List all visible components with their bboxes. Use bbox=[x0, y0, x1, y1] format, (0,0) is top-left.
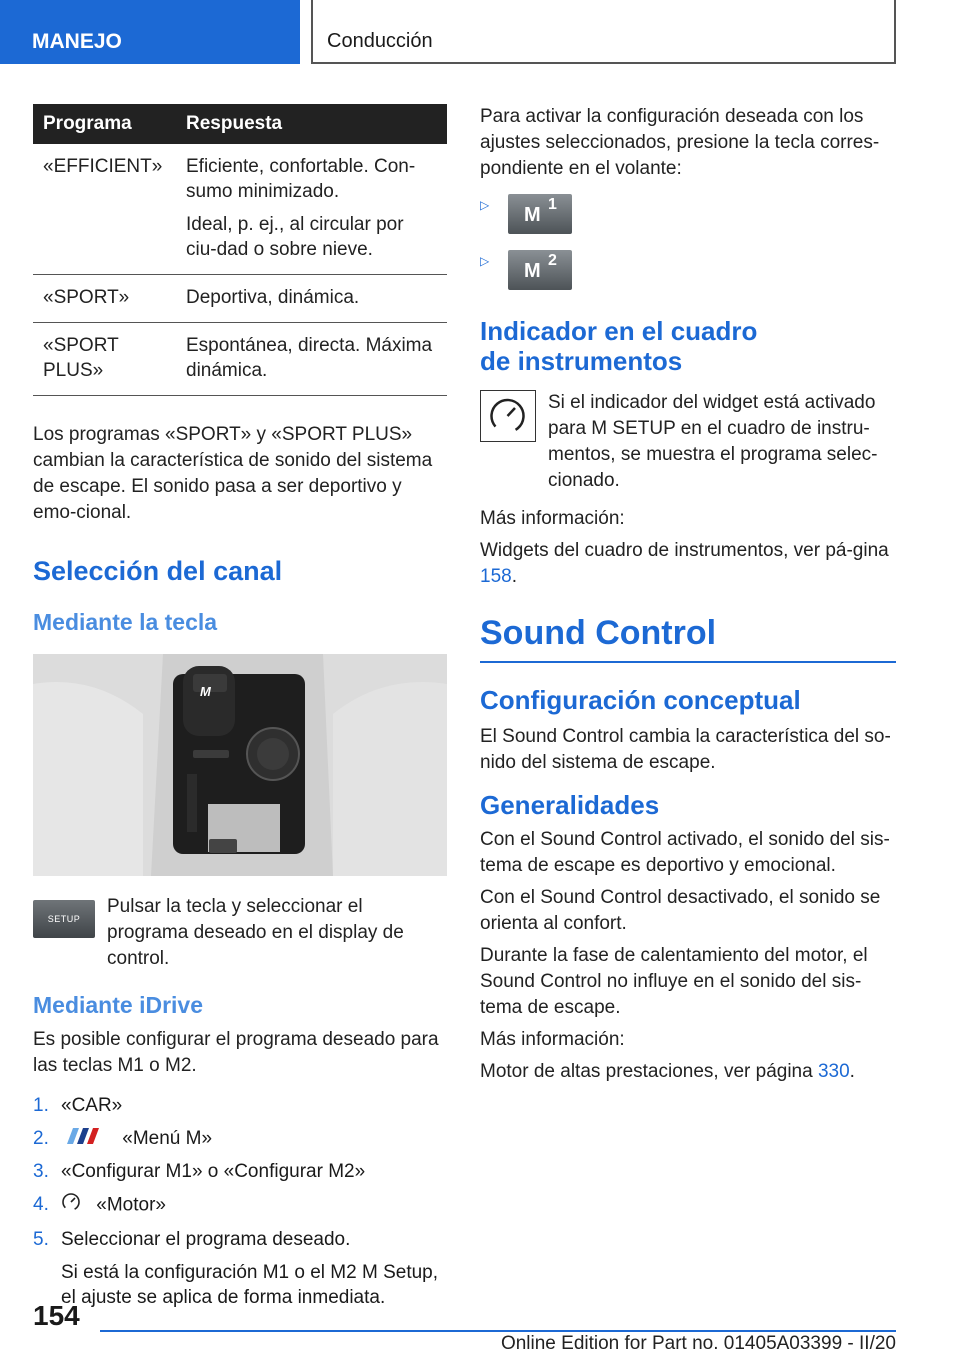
table-row bbox=[33, 275, 447, 323]
center-console-photo bbox=[33, 654, 447, 876]
activate-paragraph: Para activar la configuración deseada con los ajustes seleccionados, presione la tecla corres-pondiente en el volante: bbox=[480, 106, 880, 179]
response-cell bbox=[176, 323, 447, 396]
m1-key-icon bbox=[508, 194, 572, 234]
setup-text: Pulsar la tecla y seleccionar el programa deseado en el display de control. bbox=[107, 896, 404, 969]
bullet-icon: ▷ bbox=[480, 198, 490, 212]
widgets-reference: Widgets del cuadro de instrumentos, ver pá-gina 158. bbox=[480, 540, 889, 587]
program-cell: «SPORT PLUS» bbox=[33, 323, 176, 396]
widgets-reference-text: Widgets del cuadro de instrumentos, ver pá-gina bbox=[480, 540, 889, 561]
conceptual-paragraph: El Sound Control cambia la característica del so-nido del sistema de escape. bbox=[480, 726, 891, 773]
page-number: 154 bbox=[33, 1300, 80, 1331]
left-column bbox=[33, 104, 447, 1318]
heading-seleccion-canal: Selección del canal bbox=[33, 556, 283, 586]
table-header-row bbox=[33, 104, 447, 144]
setup-key-icon: SETUP bbox=[33, 900, 95, 938]
more-info-label: Más información: bbox=[480, 508, 625, 529]
heading-configuracion-conceptual: Configuración conceptual bbox=[480, 685, 801, 715]
heading-sound-control: Sound Control bbox=[480, 614, 896, 663]
gauge-icon bbox=[61, 1192, 81, 1219]
table-header-response: Respuesta bbox=[176, 104, 447, 144]
step-text: «Menú M» bbox=[122, 1128, 213, 1149]
response-text: Espontánea, directa. Máxima dinámica. bbox=[186, 335, 433, 381]
response-text: Eficiente, confortable. Con-sumo minimizado. bbox=[186, 156, 416, 202]
step-text: «Configurar M1» o «Configurar M2» bbox=[61, 1161, 366, 1183]
step-number: 2. bbox=[33, 1128, 49, 1149]
generalidades-paragraph-3: Durante la fase de calentamiento del motor, el Sound Control no influye en el sonido del sis-tema de escape. bbox=[480, 945, 868, 1018]
generalidades-paragraph-1: Con el Sound Control activado, el sonido del sis-tema de escape es deportivo y emocional. bbox=[480, 829, 890, 876]
program-cell: «SPORT» bbox=[33, 275, 176, 323]
step-text: «CAR» bbox=[61, 1095, 123, 1116]
response-cell bbox=[176, 144, 447, 275]
footer-divider bbox=[100, 1330, 896, 1332]
generalidades-paragraph-2: Con el Sound Control desactivado, el sonido se orienta al confort. bbox=[480, 887, 881, 934]
heading-mediante-tecla: Mediante la tecla bbox=[33, 609, 218, 635]
table-row bbox=[33, 144, 447, 275]
step-subtext: Si está la configuración M1 o el M2 M Setup, el ajuste se aplica de forma inmediata. bbox=[61, 1262, 439, 1309]
center-console-illustration bbox=[33, 654, 447, 876]
m-logo-mark: M bbox=[200, 684, 211, 699]
step-number: 3. bbox=[33, 1161, 49, 1183]
list-item bbox=[33, 1227, 447, 1310]
right-column bbox=[480, 104, 896, 1085]
idrive-paragraph: Es posible configurar el programa deseado para las teclas M1 o M2. bbox=[33, 1029, 439, 1076]
motor-reference: Motor de altas prestaciones, ver página 330. bbox=[480, 1061, 855, 1082]
m1-key-letter: M bbox=[524, 204, 541, 226]
widget-gauge-icon bbox=[480, 390, 536, 442]
program-cell: «EFFICIENT» bbox=[33, 144, 176, 275]
m2-key-icon bbox=[508, 250, 572, 290]
heading-generalidades: Generalidades bbox=[480, 790, 660, 820]
page-link-330[interactable]: 330 bbox=[817, 1061, 850, 1082]
indicador-block bbox=[480, 390, 896, 494]
idrive-steps bbox=[33, 1093, 447, 1310]
bullet-icon: ▷ bbox=[480, 254, 490, 268]
setup-instruction bbox=[33, 894, 447, 974]
page-link-158[interactable]: 158 bbox=[480, 566, 512, 587]
m1-key-digit: 1 bbox=[548, 196, 557, 213]
list-item bbox=[33, 1093, 447, 1118]
page-header bbox=[0, 0, 960, 66]
m-stripes-icon bbox=[61, 1126, 107, 1151]
chapter-title: Conducción bbox=[311, 0, 896, 64]
section-tab: MANEJO bbox=[0, 0, 300, 64]
m1-item bbox=[480, 194, 896, 238]
step-number: 5. bbox=[33, 1229, 49, 1251]
heading-indicador: Indicador en el cuadro de instrumentos bbox=[480, 316, 758, 376]
motor-reference-text: Motor de altas prestaciones, ver página bbox=[480, 1061, 813, 1082]
response-text: Deportiva, dinámica. bbox=[186, 287, 360, 308]
m2-item bbox=[480, 250, 896, 294]
indicador-paragraph: Si el indicador del widget está activado para M SETUP en el cuadro de instru-mentos, se muestra el programa selec-cionado. bbox=[548, 392, 878, 491]
step-text: «Motor» bbox=[96, 1195, 166, 1216]
response-text: Ideal, p. ej., al circular por ciu-dad o sobre nieve. bbox=[186, 214, 404, 260]
intro-paragraph: Los programas «SPORT» y «SPORT PLUS» cambian la característica de sonido del sistema de escape. El sonido pasa a ser deportivo y emo-cional. bbox=[33, 424, 433, 523]
list-item bbox=[33, 1126, 447, 1151]
table-header-program: Programa bbox=[33, 104, 176, 144]
table-row bbox=[33, 323, 447, 396]
footer-edition: Online Edition for Part no. 01405A03399 - II/20 bbox=[500, 1333, 896, 1354]
step-text: Seleccionar el programa deseado. bbox=[61, 1229, 351, 1251]
list-item bbox=[33, 1159, 447, 1184]
step-number: 4. bbox=[33, 1194, 49, 1216]
heading-mediante-idrive: Mediante iDrive bbox=[33, 992, 203, 1018]
list-item bbox=[33, 1192, 447, 1219]
step-number: 1. bbox=[33, 1095, 49, 1116]
m2-key-letter: M bbox=[524, 260, 541, 282]
more-info-label-2: Más información: bbox=[480, 1029, 625, 1050]
m2-key-digit: 2 bbox=[548, 252, 557, 269]
response-cell bbox=[176, 275, 447, 323]
program-table bbox=[33, 104, 447, 396]
